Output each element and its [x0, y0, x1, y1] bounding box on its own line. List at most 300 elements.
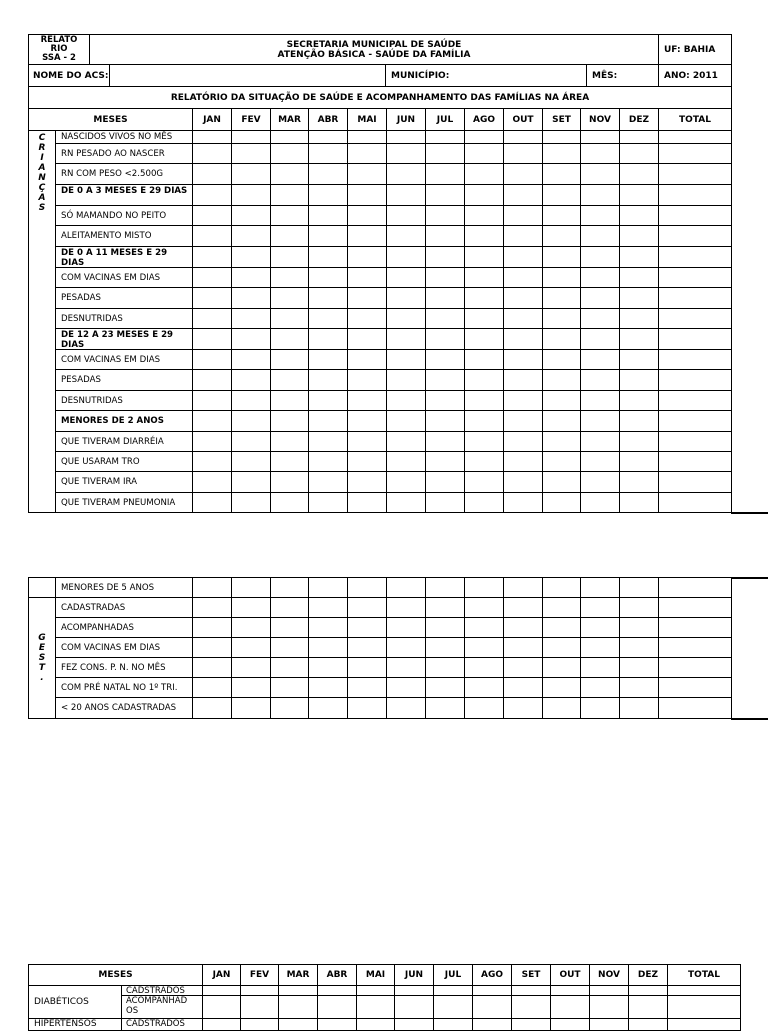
- menores-5-data-cell[interactable]: [464, 577, 504, 598]
- criancas-data-cell[interactable]: [386, 451, 426, 472]
- criancas-data-cell[interactable]: [503, 451, 543, 472]
- criancas-data-cell[interactable]: [231, 287, 271, 309]
- criancas-data-cell[interactable]: [542, 246, 581, 268]
- gestantes-data-cell[interactable]: [619, 697, 659, 719]
- criancas-data-cell[interactable]: [231, 390, 271, 411]
- criancas-data-cell[interactable]: [542, 308, 581, 329]
- criancas-data-cell[interactable]: [503, 267, 543, 288]
- gestantes-data-cell[interactable]: [231, 697, 271, 719]
- criancas-data-cell[interactable]: [231, 163, 271, 185]
- gestantes-data-cell[interactable]: [270, 697, 309, 719]
- hipertensos-data-cell[interactable]: [356, 1018, 395, 1031]
- criancas-data-cell[interactable]: [425, 184, 465, 206]
- criancas-data-cell[interactable]: [347, 143, 387, 164]
- menores-5-data-cell[interactable]: [580, 577, 620, 598]
- criancas-data-cell[interactable]: [308, 130, 348, 144]
- criancas-data-cell[interactable]: [231, 451, 271, 472]
- criancas-data-cell[interactable]: [542, 267, 581, 288]
- criancas-data-cell[interactable]: [542, 369, 581, 391]
- criancas-data-cell[interactable]: [386, 471, 426, 493]
- hipertensos-data-cell[interactable]: [589, 1018, 629, 1031]
- criancas-data-cell[interactable]: [503, 410, 543, 432]
- gestantes-data-cell[interactable]: [542, 657, 581, 678]
- criancas-data-cell[interactable]: [464, 130, 504, 144]
- criancas-data-cell[interactable]: [347, 492, 387, 513]
- criancas-data-cell[interactable]: [425, 205, 465, 226]
- criancas-data-cell[interactable]: [658, 390, 732, 411]
- criancas-data-cell[interactable]: [192, 410, 232, 432]
- criancas-data-cell[interactable]: [658, 143, 732, 164]
- criancas-data-cell[interactable]: [658, 369, 732, 391]
- criancas-data-cell[interactable]: [192, 492, 232, 513]
- criancas-data-cell[interactable]: [308, 369, 348, 391]
- criancas-data-cell[interactable]: [192, 130, 232, 144]
- hipertensos-data-cell[interactable]: [433, 1018, 473, 1031]
- criancas-data-cell[interactable]: [658, 308, 732, 329]
- criancas-data-cell[interactable]: [425, 410, 465, 432]
- gestantes-data-cell[interactable]: [270, 677, 309, 698]
- criancas-data-cell[interactable]: [580, 451, 620, 472]
- criancas-data-cell[interactable]: [464, 225, 504, 247]
- criancas-data-cell[interactable]: [425, 267, 465, 288]
- criancas-data-cell[interactable]: [270, 143, 309, 164]
- criancas-data-cell[interactable]: [425, 246, 465, 268]
- criancas-data-cell[interactable]: [425, 287, 465, 309]
- criancas-data-cell[interactable]: [580, 267, 620, 288]
- criancas-data-cell[interactable]: [270, 410, 309, 432]
- gestantes-data-cell[interactable]: [347, 697, 387, 719]
- gestantes-data-cell[interactable]: [464, 617, 504, 638]
- menores-5-data-cell[interactable]: [308, 577, 348, 598]
- criancas-data-cell[interactable]: [503, 308, 543, 329]
- criancas-data-cell[interactable]: [386, 390, 426, 411]
- criancas-data-cell[interactable]: [270, 184, 309, 206]
- criancas-data-cell[interactable]: [425, 431, 465, 452]
- gestantes-data-cell[interactable]: [425, 637, 465, 658]
- criancas-data-cell[interactable]: [386, 267, 426, 288]
- criancas-data-cell[interactable]: [619, 451, 659, 472]
- mes-field[interactable]: MÊS:: [586, 64, 659, 87]
- gestantes-data-cell[interactable]: [619, 617, 659, 638]
- criancas-data-cell[interactable]: [542, 471, 581, 493]
- criancas-data-cell[interactable]: [270, 246, 309, 268]
- gestantes-data-cell[interactable]: [347, 597, 387, 618]
- criancas-data-cell[interactable]: [192, 431, 232, 452]
- criancas-data-cell[interactable]: [270, 471, 309, 493]
- gestantes-data-cell[interactable]: [308, 657, 348, 678]
- criancas-data-cell[interactable]: [425, 163, 465, 185]
- gestantes-data-cell[interactable]: [503, 657, 543, 678]
- gestantes-data-cell[interactable]: [425, 597, 465, 618]
- menores-5-data-cell[interactable]: [347, 577, 387, 598]
- criancas-data-cell[interactable]: [386, 225, 426, 247]
- gestantes-data-cell[interactable]: [270, 637, 309, 658]
- criancas-data-cell[interactable]: [425, 349, 465, 370]
- criancas-data-cell[interactable]: [308, 349, 348, 370]
- criancas-data-cell[interactable]: [231, 225, 271, 247]
- diabeticos-data-cell[interactable]: [240, 995, 279, 1019]
- criancas-data-cell[interactable]: [503, 184, 543, 206]
- gestantes-data-cell[interactable]: [580, 677, 620, 698]
- gestantes-data-cell[interactable]: [308, 697, 348, 719]
- criancas-data-cell[interactable]: [425, 369, 465, 391]
- criancas-data-cell[interactable]: [658, 246, 732, 268]
- criancas-data-cell[interactable]: [658, 410, 732, 432]
- gestantes-data-cell[interactable]: [658, 677, 732, 698]
- criancas-data-cell[interactable]: [192, 308, 232, 329]
- criancas-data-cell[interactable]: [542, 328, 581, 350]
- criancas-data-cell[interactable]: [619, 369, 659, 391]
- criancas-data-cell[interactable]: [464, 410, 504, 432]
- criancas-data-cell[interactable]: [619, 287, 659, 309]
- criancas-data-cell[interactable]: [619, 246, 659, 268]
- criancas-data-cell[interactable]: [542, 163, 581, 185]
- criancas-data-cell[interactable]: [231, 328, 271, 350]
- criancas-data-cell[interactable]: [270, 225, 309, 247]
- gestantes-data-cell[interactable]: [386, 637, 426, 658]
- criancas-data-cell[interactable]: [347, 308, 387, 329]
- criancas-data-cell[interactable]: [503, 369, 543, 391]
- criancas-data-cell[interactable]: [464, 308, 504, 329]
- criancas-data-cell[interactable]: [192, 349, 232, 370]
- criancas-data-cell[interactable]: [308, 471, 348, 493]
- criancas-data-cell[interactable]: [231, 410, 271, 432]
- criancas-data-cell[interactable]: [270, 267, 309, 288]
- criancas-data-cell[interactable]: [192, 369, 232, 391]
- criancas-data-cell[interactable]: [347, 246, 387, 268]
- criancas-data-cell[interactable]: [192, 390, 232, 411]
- criancas-data-cell[interactable]: [308, 246, 348, 268]
- gestantes-data-cell[interactable]: [308, 677, 348, 698]
- gestantes-data-cell[interactable]: [386, 657, 426, 678]
- criancas-data-cell[interactable]: [542, 184, 581, 206]
- criancas-data-cell[interactable]: [425, 130, 465, 144]
- nome-acs-field[interactable]: [109, 64, 386, 87]
- diabeticos-data-cell[interactable]: [317, 995, 357, 1019]
- criancas-data-cell[interactable]: [619, 143, 659, 164]
- criancas-data-cell[interactable]: [347, 431, 387, 452]
- criancas-data-cell[interactable]: [464, 390, 504, 411]
- gestantes-data-cell[interactable]: [231, 597, 271, 618]
- gestantes-data-cell[interactable]: [270, 617, 309, 638]
- menores-5-data-cell[interactable]: [658, 577, 732, 598]
- criancas-data-cell[interactable]: [386, 287, 426, 309]
- criancas-data-cell[interactable]: [347, 328, 387, 350]
- criancas-data-cell[interactable]: [464, 349, 504, 370]
- criancas-data-cell[interactable]: [503, 205, 543, 226]
- criancas-data-cell[interactable]: [580, 431, 620, 452]
- criancas-data-cell[interactable]: [464, 471, 504, 493]
- gestantes-data-cell[interactable]: [192, 677, 232, 698]
- criancas-data-cell[interactable]: [658, 205, 732, 226]
- gestantes-data-cell[interactable]: [270, 597, 309, 618]
- criancas-data-cell[interactable]: [580, 390, 620, 411]
- criancas-data-cell[interactable]: [503, 287, 543, 309]
- hipertensos-data-cell[interactable]: [394, 1018, 434, 1031]
- criancas-data-cell[interactable]: [270, 431, 309, 452]
- criancas-data-cell[interactable]: [658, 431, 732, 452]
- criancas-data-cell[interactable]: [580, 163, 620, 185]
- criancas-data-cell[interactable]: [192, 143, 232, 164]
- criancas-data-cell[interactable]: [425, 225, 465, 247]
- criancas-data-cell[interactable]: [542, 410, 581, 432]
- criancas-data-cell[interactable]: [231, 349, 271, 370]
- criancas-data-cell[interactable]: [542, 349, 581, 370]
- criancas-data-cell[interactable]: [503, 143, 543, 164]
- criancas-data-cell[interactable]: [308, 267, 348, 288]
- criancas-data-cell[interactable]: [347, 410, 387, 432]
- gestantes-data-cell[interactable]: [619, 657, 659, 678]
- criancas-data-cell[interactable]: [308, 431, 348, 452]
- criancas-data-cell[interactable]: [192, 471, 232, 493]
- gestantes-data-cell[interactable]: [464, 597, 504, 618]
- criancas-data-cell[interactable]: [658, 349, 732, 370]
- criancas-data-cell[interactable]: [464, 143, 504, 164]
- criancas-data-cell[interactable]: [464, 267, 504, 288]
- criancas-data-cell[interactable]: [192, 451, 232, 472]
- criancas-data-cell[interactable]: [580, 308, 620, 329]
- criancas-data-cell[interactable]: [425, 308, 465, 329]
- gestantes-data-cell[interactable]: [580, 597, 620, 618]
- criancas-data-cell[interactable]: [347, 451, 387, 472]
- criancas-data-cell[interactable]: [270, 287, 309, 309]
- criancas-data-cell[interactable]: [658, 267, 732, 288]
- criancas-data-cell[interactable]: [270, 308, 309, 329]
- criancas-data-cell[interactable]: [347, 225, 387, 247]
- criancas-data-cell[interactable]: [386, 130, 426, 144]
- menores-5-data-cell[interactable]: [425, 577, 465, 598]
- criancas-data-cell[interactable]: [347, 184, 387, 206]
- criancas-data-cell[interactable]: [542, 205, 581, 226]
- criancas-data-cell[interactable]: [308, 308, 348, 329]
- criancas-data-cell[interactable]: [386, 246, 426, 268]
- criancas-data-cell[interactable]: [542, 390, 581, 411]
- gestantes-data-cell[interactable]: [580, 657, 620, 678]
- criancas-data-cell[interactable]: [542, 130, 581, 144]
- hipertensos-data-cell[interactable]: [317, 1018, 357, 1031]
- criancas-data-cell[interactable]: [270, 451, 309, 472]
- criancas-data-cell[interactable]: [308, 184, 348, 206]
- gestantes-data-cell[interactable]: [464, 697, 504, 719]
- criancas-data-cell[interactable]: [308, 287, 348, 309]
- criancas-data-cell[interactable]: [619, 431, 659, 452]
- criancas-data-cell[interactable]: [386, 410, 426, 432]
- diabeticos-data-cell[interactable]: [278, 995, 318, 1019]
- gestantes-data-cell[interactable]: [308, 637, 348, 658]
- criancas-data-cell[interactable]: [580, 287, 620, 309]
- gestantes-data-cell[interactable]: [503, 597, 543, 618]
- gestantes-data-cell[interactable]: [192, 597, 232, 618]
- criancas-data-cell[interactable]: [658, 225, 732, 247]
- criancas-data-cell[interactable]: [270, 390, 309, 411]
- criancas-data-cell[interactable]: [503, 431, 543, 452]
- gestantes-data-cell[interactable]: [542, 637, 581, 658]
- criancas-data-cell[interactable]: [192, 205, 232, 226]
- criancas-data-cell[interactable]: [347, 163, 387, 185]
- gestantes-data-cell[interactable]: [425, 677, 465, 698]
- gestantes-data-cell[interactable]: [580, 637, 620, 658]
- criancas-data-cell[interactable]: [425, 451, 465, 472]
- gestantes-data-cell[interactable]: [503, 637, 543, 658]
- criancas-data-cell[interactable]: [464, 163, 504, 185]
- criancas-data-cell[interactable]: [425, 143, 465, 164]
- criancas-data-cell[interactable]: [270, 328, 309, 350]
- diabeticos-data-cell[interactable]: [472, 995, 512, 1019]
- criancas-data-cell[interactable]: [619, 471, 659, 493]
- hipertensos-data-cell[interactable]: [667, 1018, 741, 1031]
- criancas-data-cell[interactable]: [231, 492, 271, 513]
- criancas-data-cell[interactable]: [619, 308, 659, 329]
- criancas-data-cell[interactable]: [464, 492, 504, 513]
- criancas-data-cell[interactable]: [270, 492, 309, 513]
- criancas-data-cell[interactable]: [386, 492, 426, 513]
- criancas-data-cell[interactable]: [580, 349, 620, 370]
- gestantes-data-cell[interactable]: [542, 597, 581, 618]
- criancas-data-cell[interactable]: [464, 431, 504, 452]
- gestantes-data-cell[interactable]: [231, 617, 271, 638]
- criancas-data-cell[interactable]: [503, 471, 543, 493]
- criancas-data-cell[interactable]: [658, 471, 732, 493]
- criancas-data-cell[interactable]: [580, 410, 620, 432]
- criancas-data-cell[interactable]: [192, 225, 232, 247]
- gestantes-data-cell[interactable]: [580, 617, 620, 638]
- criancas-data-cell[interactable]: [542, 431, 581, 452]
- criancas-data-cell[interactable]: [386, 328, 426, 350]
- diabeticos-data-cell[interactable]: [511, 995, 551, 1019]
- gestantes-data-cell[interactable]: [542, 677, 581, 698]
- criancas-data-cell[interactable]: [308, 492, 348, 513]
- gestantes-data-cell[interactable]: [192, 697, 232, 719]
- menores-5-data-cell[interactable]: [386, 577, 426, 598]
- criancas-data-cell[interactable]: [619, 225, 659, 247]
- gestantes-data-cell[interactable]: [658, 657, 732, 678]
- gestantes-data-cell[interactable]: [386, 617, 426, 638]
- criancas-data-cell[interactable]: [580, 471, 620, 493]
- hipertensos-data-cell[interactable]: [511, 1018, 551, 1031]
- gestantes-data-cell[interactable]: [542, 617, 581, 638]
- criancas-data-cell[interactable]: [658, 328, 732, 350]
- criancas-data-cell[interactable]: [308, 390, 348, 411]
- gestantes-data-cell[interactable]: [386, 677, 426, 698]
- gestantes-data-cell[interactable]: [425, 617, 465, 638]
- menores-5-data-cell[interactable]: [192, 577, 232, 598]
- diabeticos-data-cell[interactable]: [589, 995, 629, 1019]
- gestantes-data-cell[interactable]: [619, 677, 659, 698]
- criancas-data-cell[interactable]: [542, 451, 581, 472]
- gestantes-data-cell[interactable]: [619, 597, 659, 618]
- criancas-data-cell[interactable]: [231, 130, 271, 144]
- criancas-data-cell[interactable]: [503, 163, 543, 185]
- criancas-data-cell[interactable]: [347, 349, 387, 370]
- criancas-data-cell[interactable]: [542, 143, 581, 164]
- diabeticos-data-cell[interactable]: [667, 995, 741, 1019]
- gestantes-data-cell[interactable]: [386, 597, 426, 618]
- criancas-data-cell[interactable]: [347, 390, 387, 411]
- criancas-data-cell[interactable]: [192, 267, 232, 288]
- criancas-data-cell[interactable]: [580, 492, 620, 513]
- criancas-data-cell[interactable]: [658, 492, 732, 513]
- criancas-data-cell[interactable]: [658, 163, 732, 185]
- criancas-data-cell[interactable]: [347, 267, 387, 288]
- gestantes-data-cell[interactable]: [192, 657, 232, 678]
- gestantes-data-cell[interactable]: [192, 637, 232, 658]
- criancas-data-cell[interactable]: [386, 184, 426, 206]
- criancas-data-cell[interactable]: [231, 431, 271, 452]
- hipertensos-data-cell[interactable]: [550, 1018, 590, 1031]
- gestantes-data-cell[interactable]: [270, 657, 309, 678]
- criancas-data-cell[interactable]: [386, 143, 426, 164]
- criancas-data-cell[interactable]: [542, 225, 581, 247]
- hipertensos-data-cell[interactable]: [278, 1018, 318, 1031]
- criancas-data-cell[interactable]: [192, 163, 232, 185]
- criancas-data-cell[interactable]: [464, 369, 504, 391]
- criancas-data-cell[interactable]: [580, 184, 620, 206]
- gestantes-data-cell[interactable]: [425, 657, 465, 678]
- menores-5-data-cell[interactable]: [503, 577, 543, 598]
- diabeticos-data-cell[interactable]: [394, 995, 434, 1019]
- criancas-data-cell[interactable]: [580, 246, 620, 268]
- criancas-data-cell[interactable]: [619, 349, 659, 370]
- criancas-data-cell[interactable]: [580, 225, 620, 247]
- criancas-data-cell[interactable]: [464, 184, 504, 206]
- criancas-data-cell[interactable]: [386, 431, 426, 452]
- gestantes-data-cell[interactable]: [503, 697, 543, 719]
- criancas-data-cell[interactable]: [231, 205, 271, 226]
- criancas-data-cell[interactable]: [308, 225, 348, 247]
- criancas-data-cell[interactable]: [192, 287, 232, 309]
- criancas-data-cell[interactable]: [619, 492, 659, 513]
- gestantes-data-cell[interactable]: [231, 637, 271, 658]
- criancas-data-cell[interactable]: [619, 410, 659, 432]
- criancas-data-cell[interactable]: [580, 205, 620, 226]
- diabeticos-data-cell[interactable]: [356, 995, 395, 1019]
- criancas-data-cell[interactable]: [347, 130, 387, 144]
- criancas-data-cell[interactable]: [580, 143, 620, 164]
- gestantes-data-cell[interactable]: [192, 617, 232, 638]
- criancas-data-cell[interactable]: [425, 492, 465, 513]
- criancas-data-cell[interactable]: [386, 349, 426, 370]
- gestantes-data-cell[interactable]: [464, 677, 504, 698]
- criancas-data-cell[interactable]: [503, 390, 543, 411]
- gestantes-data-cell[interactable]: [580, 697, 620, 719]
- gestantes-data-cell[interactable]: [464, 657, 504, 678]
- gestantes-data-cell[interactable]: [347, 617, 387, 638]
- criancas-data-cell[interactable]: [619, 184, 659, 206]
- criancas-data-cell[interactable]: [619, 163, 659, 185]
- criancas-data-cell[interactable]: [580, 369, 620, 391]
- criancas-data-cell[interactable]: [270, 130, 309, 144]
- gestantes-data-cell[interactable]: [231, 657, 271, 678]
- criancas-data-cell[interactable]: [580, 130, 620, 144]
- menores-5-data-cell[interactable]: [231, 577, 271, 598]
- gestantes-data-cell[interactable]: [503, 617, 543, 638]
- criancas-data-cell[interactable]: [347, 369, 387, 391]
- criancas-data-cell[interactable]: [503, 349, 543, 370]
- gestantes-data-cell[interactable]: [619, 637, 659, 658]
- criancas-data-cell[interactable]: [619, 205, 659, 226]
- criancas-data-cell[interactable]: [192, 246, 232, 268]
- criancas-data-cell[interactable]: [464, 451, 504, 472]
- gestantes-data-cell[interactable]: [658, 617, 732, 638]
- gestantes-data-cell[interactable]: [542, 697, 581, 719]
- criancas-data-cell[interactable]: [231, 369, 271, 391]
- criancas-data-cell[interactable]: [658, 287, 732, 309]
- criancas-data-cell[interactable]: [347, 471, 387, 493]
- criancas-data-cell[interactable]: [503, 328, 543, 350]
- menores-5-data-cell[interactable]: [542, 577, 581, 598]
- criancas-data-cell[interactable]: [386, 205, 426, 226]
- criancas-data-cell[interactable]: [464, 287, 504, 309]
